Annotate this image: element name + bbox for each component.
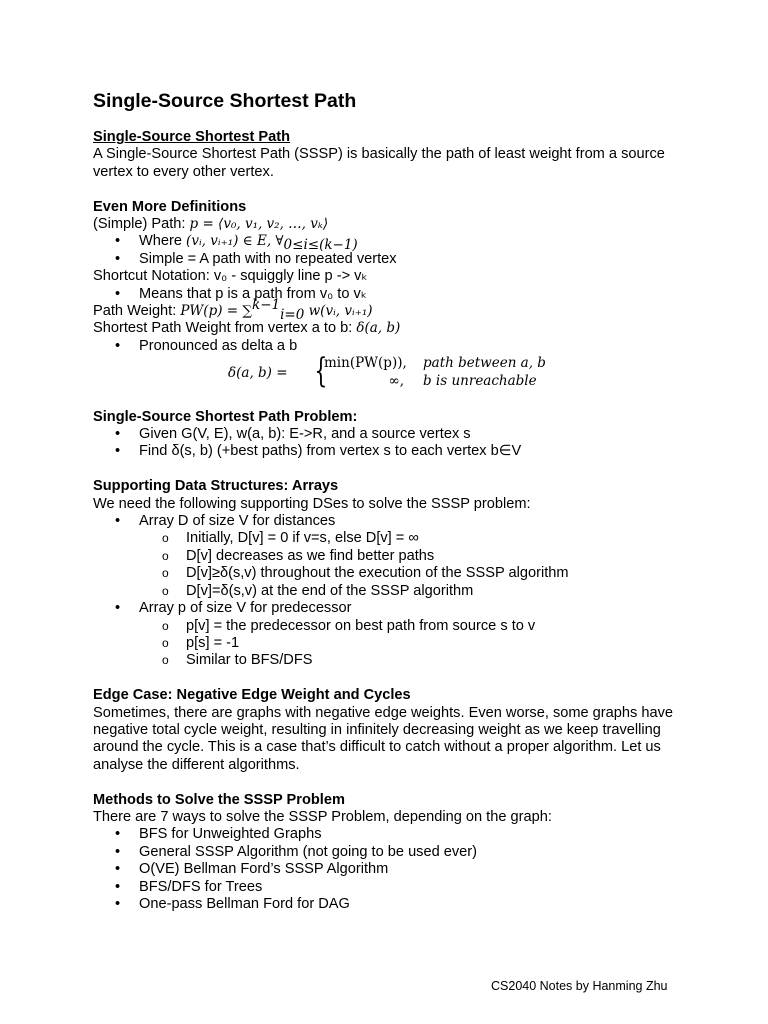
list-item: • Given G(V, E), w(a, b): E->R, and a source vertex s: [93, 426, 693, 443]
section-heading-definitions: Even More Definitions: [93, 198, 247, 215]
list-item: o Similar to BFS/DFS: [93, 652, 693, 669]
section-heading-sssp: Single-Source Shortest Path: [93, 129, 291, 145]
simple-path-formula: p = ⟨v₀, v₁, v₂, …, vₖ⟩: [189, 216, 329, 233]
list-item: • Pronounced as delta a b: [93, 338, 693, 355]
list-item: • Find δ(s, b) (+best paths) from vertex s to each vertex b∈V: [93, 443, 693, 460]
list-item: • Means that p is a path from v₀ to vₖ: [93, 286, 693, 303]
where-formula: (vᵢ, vᵢ₊₁) ∈ E, ∀: [186, 233, 284, 250]
list-item: • BFS for Unweighted Graphs: [93, 826, 693, 843]
definition-list-1: [93, 233, 693, 268]
document-page: [93, 88, 693, 913]
section-heading-methods: Methods to Solve the SSSP Problem: [93, 791, 345, 808]
list-item: • O(VE) Bellman Ford’s SSSP Algorithm: [93, 861, 693, 878]
section-heading-data-structures: Supporting Data Structures: Arrays: [93, 478, 339, 495]
list-item: o D[v]≥δ(s,v) throughout the execution of the SSSP algorithm: [93, 565, 693, 582]
shortcut-notation: Shortcut Notation: v₀ - squiggly line p -> vₖ: [93, 268, 368, 285]
delta-formula: [228, 351, 693, 392]
where-label: Where: [139, 233, 187, 250]
formula-case-1: min(PW(p)),: [324, 355, 407, 372]
spw-formula: δ(a, b): [356, 320, 401, 337]
path-weight-formula-b: w(vᵢ, vᵢ₊₁): [304, 303, 373, 320]
spw-label: Shortest Path Weight from vertex a to b:: [93, 320, 357, 337]
page-footer: CS2040 Notes by Hanming Zhu: [491, 979, 668, 993]
list-item: o p[s] = -1: [93, 635, 693, 652]
list-item: • Simple = A path with no repeated vertex: [93, 251, 693, 268]
list-item: • One-pass Bellman Ford for DAG: [93, 896, 693, 913]
section-heading-edge-case: Edge Case: Negative Edge Weight and Cycles: [93, 687, 411, 704]
list-item: o D[v]=δ(s,v) at the end of the SSSP algorithm: [93, 583, 693, 600]
list-item: • Array p of size V for predecessor: [93, 600, 693, 617]
list-item: • Array D of size V for distances: [93, 513, 693, 530]
array-p-sublist: [93, 618, 693, 670]
section-heading-problem: Single-Source Shortest Path Problem:: [93, 408, 358, 425]
definition-list-2: [93, 286, 693, 303]
definition-list-3: [93, 338, 693, 355]
simple-path-label: (Simple) Path:: [93, 216, 190, 233]
problem-list: [93, 426, 693, 461]
path-weight-sub: i=0: [280, 306, 305, 323]
formula-case-2: ∞,: [388, 373, 404, 390]
list-item: o Initially, D[v] = 0 if v=s, else D[v] = ∞: [93, 530, 693, 547]
methods-paragraph: There are 7 ways to solve the SSSP Problem, depending on the graph:: [93, 808, 552, 825]
arrays-list-2: [93, 600, 693, 617]
list-item: • General SSSP Algorithm (not going to be used ever): [93, 844, 693, 861]
path-weight-formula-a: PW(p) = ∑: [180, 303, 253, 320]
edge-case-paragraph: Sometimes, there are graphs with negative edge weights. Even worse, some graphs have negative total cycle weight, resulting in infinitely decreasing weight as we keep travelling around the cycle. This is a case that’s difficult to catch without a proper algorithm. Let us analyse the different algorithms.: [93, 704, 674, 773]
path-weight-sup: k−1: [252, 297, 281, 314]
sssp-paragraph: A Single-Source Shortest Path (SSSP) is basically the path of least weight from a source vertex to every other vertex.: [93, 146, 665, 180]
shortest-path-weight-line: [93, 320, 693, 337]
path-weight-label: Path Weight:: [93, 303, 181, 320]
formula-lhs: δ(a, b) =: [228, 365, 288, 382]
brace-glyph: {: [314, 351, 328, 392]
page-title: Single-Source Shortest Path: [93, 90, 357, 112]
formula-condition-1: path between a, b: [423, 355, 546, 372]
formula-condition-2: b is unreachable: [423, 373, 537, 390]
list-item: o p[v] = the predecessor on best path from source s to v: [93, 618, 693, 635]
path-weight-line: [93, 297, 693, 323]
arrays-list: [93, 513, 693, 530]
simple-path-line: [93, 216, 693, 233]
list-item: • BFS/DFS for Trees: [93, 879, 693, 896]
list-item: o D[v] decreases as we find better paths: [93, 548, 693, 565]
where-subscript: 0≤i≤(k−1): [283, 237, 358, 254]
list-item: [93, 233, 693, 254]
data-structures-paragraph: We need the following supporting DSes to solve the SSSP problem:: [93, 495, 531, 512]
array-d-sublist: [93, 530, 693, 600]
methods-list: [93, 826, 693, 913]
